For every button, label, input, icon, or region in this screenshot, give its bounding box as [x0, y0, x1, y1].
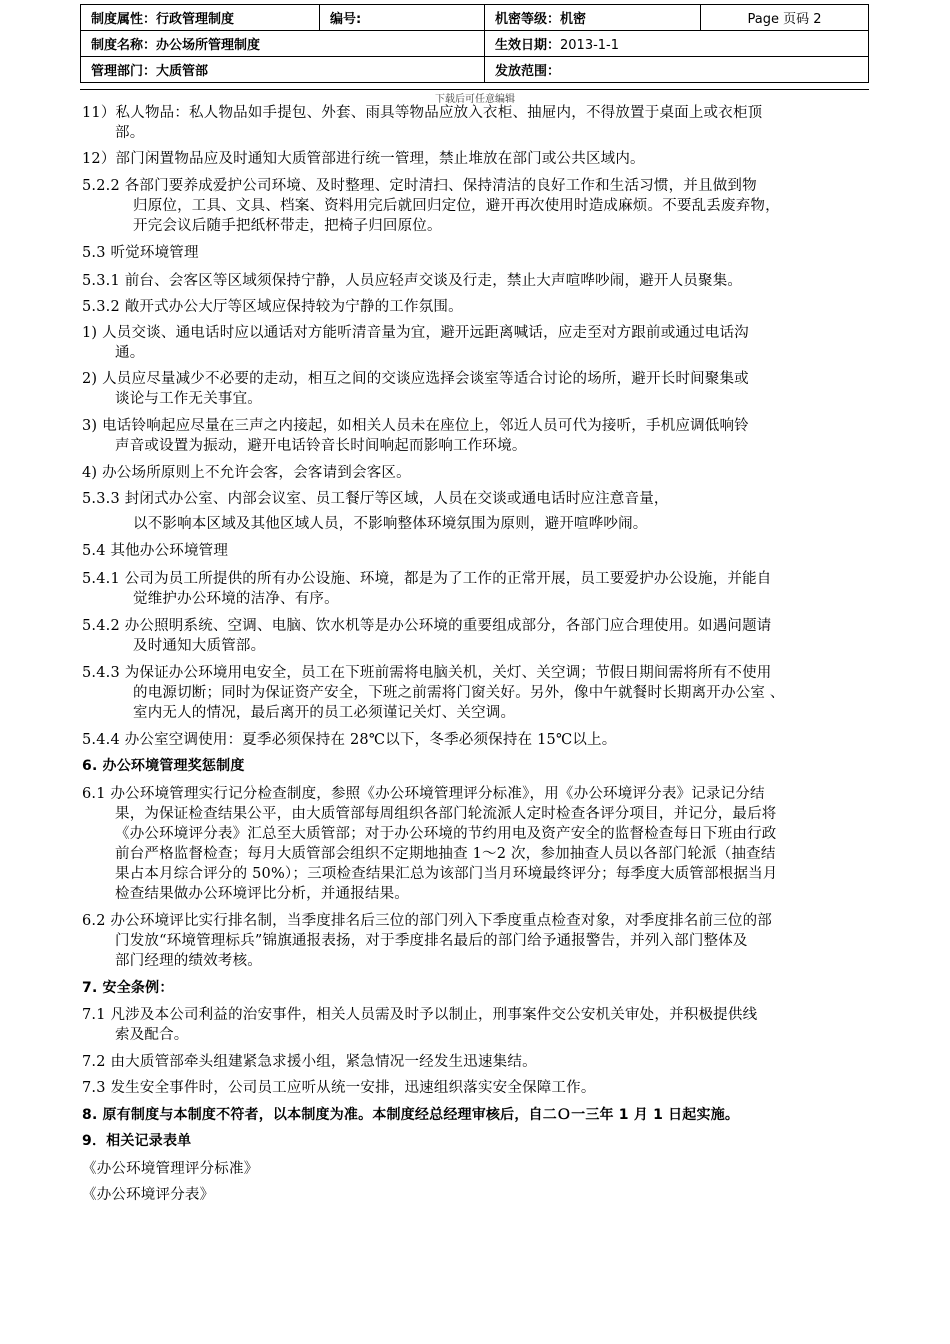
- text-line: 部。: [115, 125, 145, 141]
- header-row: [81, 5, 869, 31]
- text-line: 的电源切断；同时为保证资产安全，下班之前需将门窗关好。另外，像中午就餐时长期离开办公室 、: [133, 685, 785, 701]
- text-line: 开完会议后随手把纸杯带走，把椅子归回原位。: [133, 218, 442, 234]
- watermark-text: 下载后可任意编辑: [435, 94, 515, 105]
- record-form-item: 《办公环境评分表》: [82, 1187, 215, 1203]
- text-line: 5.4.2 办公照明系统、空调、电脑、饮水机等是办公环境的重要组成部分，各部门应合理使用。如遇问题请: [82, 618, 772, 634]
- text-line: 3) 电话铃响起应尽量在三声之内接起，如相关人员未在座位上，邻近人员可代为接听，手机应调低响铃: [82, 418, 749, 434]
- distribution-cell: 发放范围：: [485, 57, 869, 83]
- header-row: [81, 57, 869, 83]
- section-heading: 9．相关记录表单: [82, 1133, 192, 1149]
- section-heading: 5.3 听觉环境管理: [82, 245, 199, 261]
- text-line: 及时通知大质管部。: [133, 638, 266, 654]
- header-row: [81, 31, 869, 57]
- text-line: 5.4.4 办公室空调使用：夏季必须保持在 28℃以下，冬季必须保持在 15℃以上。: [82, 732, 617, 748]
- section-heading: 8. 原有制度与本制度不符者，以本制度为准。本制度经总经理审核后，自二Ｏ一三年 1 月 1 日起实施。: [82, 1107, 740, 1123]
- record-form-item: 《办公环境管理评分标准》: [82, 1161, 259, 1177]
- number-cell: 编号:: [320, 5, 485, 31]
- text-line: 5.4.1 公司为员工所提供的所有办公设施、环境，都是为了工作的正常开展，员工要爱护办公设施，并能自: [82, 571, 772, 587]
- text-line: 声音或设置为振动，避开电话铃音长时间响起而影响工作环境。: [115, 438, 527, 454]
- text-line: 前台严格监督检查；每月大质管部会组织不定期地抽查 1～2 次，参加抽查人员以各部门轮派（抽查结: [115, 846, 776, 862]
- text-line: 5.3.1 前台、会客区等区域须保持宁静，人员应轻声交谈及行走，禁止大声喧哗吵闹，避开人员聚集。: [82, 273, 743, 289]
- text-line: 《办公环境评分表》汇总至大质管部；对于办公环境的节约用电及资产安全的监督检查每日下班由行政: [115, 826, 777, 842]
- department-cell: 管理部门：大质管部: [81, 57, 485, 83]
- section-heading: 6. 办公环境管理奖惩制度: [82, 758, 245, 774]
- confidentiality-cell: 机密等级：机密: [485, 5, 701, 31]
- policy-attribute-cell: 制度属性：行政管理制度: [81, 5, 320, 31]
- text-line: 4) 办公场所原则上不允许会客，会客请到会客区。: [82, 465, 411, 481]
- policy-name-cell: 制度名称：办公场所管理制度: [81, 31, 485, 57]
- text-line: 1) 人员交谈、通电话时应以通话对方能听清音量为宜，避开远距离喊话，应走至对方跟前或通过电话沟: [82, 325, 749, 341]
- effective-date-value: 2013-1-1: [560, 38, 620, 53]
- effective-date-label: 生效日期：: [495, 38, 561, 53]
- text-line: 谈论与工作无关事宜。: [115, 391, 262, 407]
- text-line: 门发放“环境管理标兵”锦旗通报表扬，对于季度排名最后的部门给予通报警告，并列入部门整体及: [115, 933, 748, 949]
- text-line: 11）私人物品：私人物品如手提包、外套、雨具等物品应放入衣柜、抽屉内，不得放置于桌面上或衣柜顶: [82, 105, 763, 121]
- text-line: 果，为保证检查结果公平，由大质管部每周组织各部门轮流派人定时检查各评分项目，并记分，最后将: [115, 806, 777, 822]
- text-line: 12）部门闲置物品应及时通知大质管部进行统一管理，禁止堆放在部门或公共区域内。: [82, 151, 645, 167]
- text-line: 检查结果做办公环境评比分析，并通报结果。: [115, 886, 409, 902]
- text-line: 部门经理的绩效考核。: [115, 953, 262, 969]
- effective-date-cell: [485, 31, 869, 57]
- text-line: 5.3.3 封闭式办公室、内部会议室、员工餐厅等区域，人员在交谈或通电话时应注意音量，: [82, 491, 669, 507]
- section-heading: 5.4 其他办公环境管理: [82, 543, 229, 559]
- text-line: 以不影响本区域及其他区域人员，不影响整体环境氛围为原则，避开喧哗吵闹。: [133, 516, 648, 532]
- text-line: 觉维护办公环境的洁净、有序。: [133, 591, 339, 607]
- text-line: 室内无人的情况，最后离开的员工必须谨记关灯、关空调。: [133, 705, 516, 721]
- text-line: 7.3 发生安全事件时，公司员工应听从统一安排，迅速组织落实安全保障工作。: [82, 1080, 596, 1096]
- text-line: 7.2 由大质管部牵头组建紧急求援小组，紧急情况一经发生迅速集结。: [82, 1054, 537, 1070]
- text-line: 7.1 凡涉及本公司利益的治安事件，相关人员需及时予以制止，刑事案件交公安机关审处，并积极提供线: [82, 1007, 758, 1023]
- text-line: 2) 人员应尽量减少不必要的走动，相互之间的交谈应选择会谈室等适合讨论的场所，避开长时间聚集或: [82, 371, 749, 387]
- text-line: 5.3.2 敞开式办公大厅等区域应保持较为宁静的工作氛围。: [82, 299, 463, 315]
- text-line: 5.4.3 为保证办公环境用电安全，员工在下班前需将电脑关机，关灯、关空调；节假日期间需将所有不使用: [82, 665, 772, 681]
- text-line: 果占本月综合评分的 50%）；三项检查结果汇总为该部门当月环境最终评分；每季度大质管部根据当月: [115, 866, 778, 882]
- text-line: 通。: [115, 345, 145, 361]
- page-number-cell: Page 页码 2: [701, 5, 869, 31]
- section-heading: 7. 安全条例：: [82, 980, 174, 996]
- text-line: 6.1 办公环境管理实行记分检查制度，参照《办公环境管理评分标准》，用《办公环境评分表》记录记分结: [82, 786, 765, 802]
- text-line: 索及配合。: [115, 1027, 189, 1043]
- text-line: 5.2.2 各部门要养成爱护公司环境、及时整理、定时清扫、保持清洁的良好工作和生活习惯，并且做到物: [82, 178, 757, 194]
- text-line: 6.2 办公环境评比实行排名制，当季度排名后三位的部门列入下季度重点检查对象，对季度排名前三位的部: [82, 913, 772, 929]
- text-line: 归原位，工具、文具、档案、资料用完后就回归定位，避开再次使用时造成麻烦。不要乱丢废弃物，: [133, 198, 780, 214]
- header-table: [80, 4, 869, 83]
